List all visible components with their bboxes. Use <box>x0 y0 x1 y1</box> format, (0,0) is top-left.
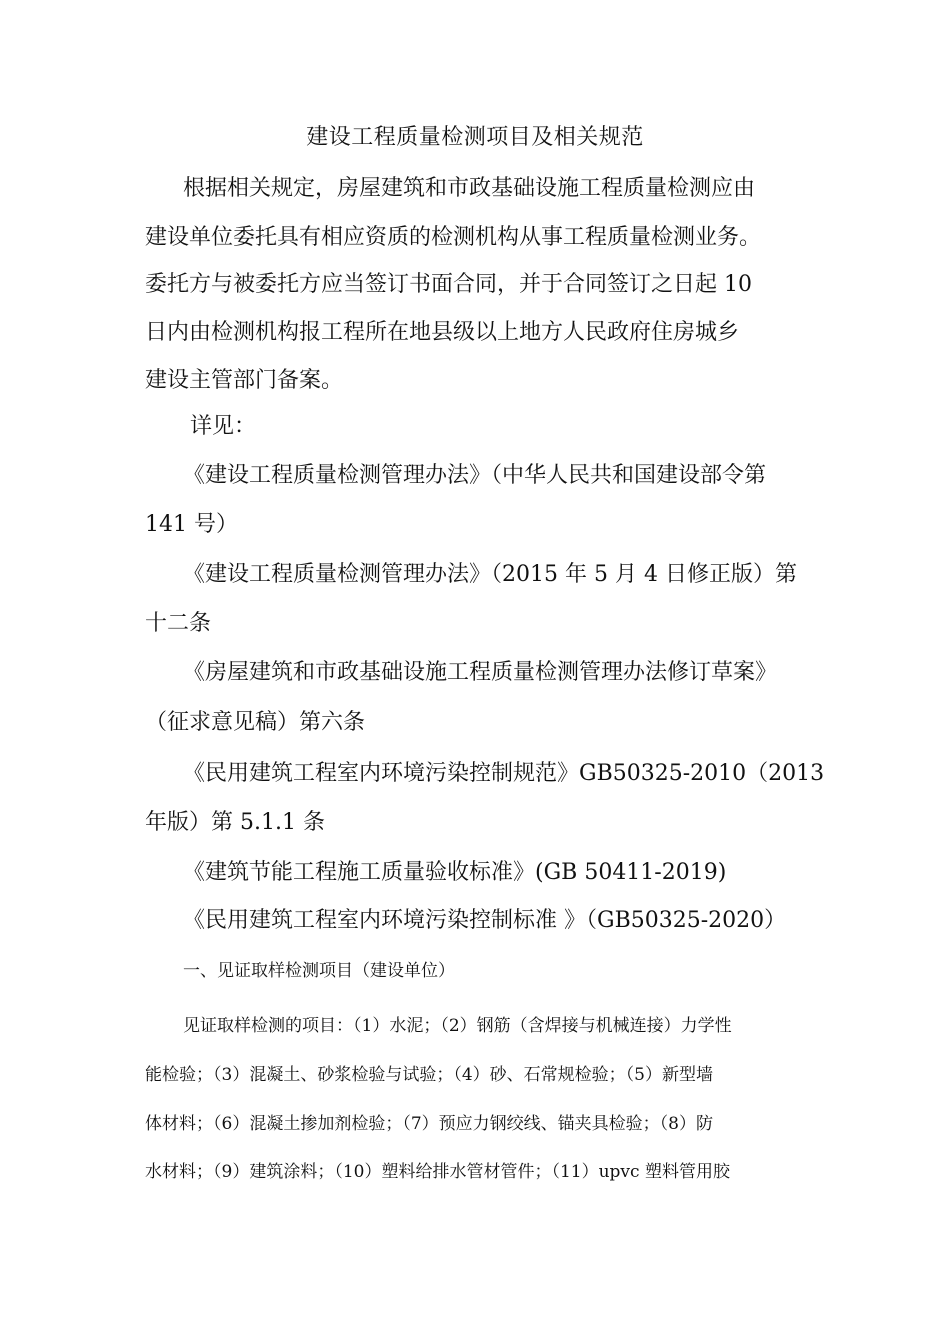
reference-line-5: 《房屋建筑和市政基础设施工程质量检测管理办法修订草案》 <box>183 660 778 685</box>
see-label: 详见： <box>190 414 257 439</box>
section-line-1: 见证取样检测的项目：（1）水泥；（2）钢筋（含焊接与机械连接）力学性 <box>183 1016 732 1036</box>
reference-line-1: 《建设工程质量检测管理办法》（中华人民共和国建设部令第 <box>183 463 767 488</box>
page-title: 建设工程质量检测项目及相关规范 <box>306 125 644 150</box>
reference-line-4: 十二条 <box>145 611 212 636</box>
reference-line-6: （征求意见稿）第六条 <box>145 710 366 735</box>
reference-line-3: 《建设工程质量检测管理办法》（2015 年 5 月 4 日修正版）第 <box>183 562 797 587</box>
section-line-3: 体材料；（6）混凝土掺加剂检验；（7）预应力钢绞线、锚夹具检验；（8）防 <box>145 1114 713 1134</box>
intro-line-4: 日内由检测机构报工程所在地县级以上地方人民政府住房城乡 <box>145 320 740 345</box>
reference-line-9: 《建筑节能工程施工质量验收标准》(GB 50411-2019) <box>183 860 727 885</box>
reference-line-2: 141 号） <box>145 512 238 537</box>
reference-line-8: 年版）第 5.1.1 条 <box>145 810 325 835</box>
section-heading: 一、见证取样检测项目（建设单位） <box>183 961 455 981</box>
intro-line-1: 根据相关规定，房屋建筑和市政基础设施工程质量检测应由 <box>183 176 756 201</box>
intro-line-5: 建设主管部门备案。 <box>145 368 344 393</box>
reference-line-10: 《民用建筑工程室内环境污染控制标准 》（GB50325-2020） <box>183 908 787 933</box>
section-line-4: 水材料；（9）建筑涂料；（10）塑料给排水管材管件；（11）upvc 塑料管用胶 <box>145 1162 730 1182</box>
intro-line-3: 委托方与被委托方应当签订书面合同，并于合同签订之日起 10 <box>145 272 752 297</box>
reference-line-7: 《民用建筑工程室内环境污染控制规范》GB50325-2010（2013 <box>183 761 825 786</box>
section-line-2: 能检验；（3）混凝土、砂浆检验与试验；（4）砂、石常规检验；（5）新型墙 <box>145 1065 713 1085</box>
intro-line-2: 建设单位委托具有相应资质的检测机构从事工程质量检测业务。 <box>145 225 762 250</box>
